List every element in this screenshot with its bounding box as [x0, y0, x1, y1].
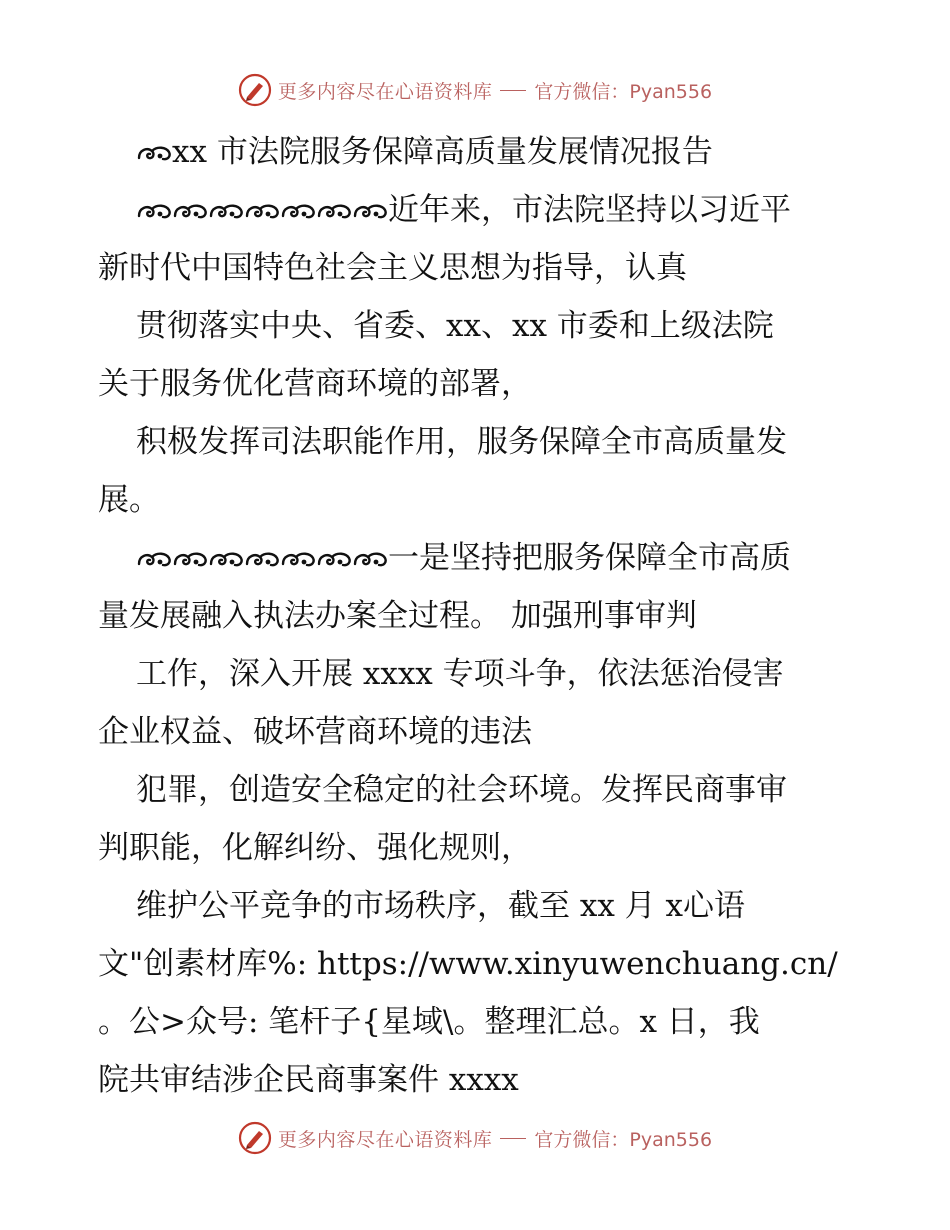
text-line [98, 993, 858, 1051]
ornament-icon [136, 200, 172, 222]
header-banner [0, 70, 950, 110]
line-text: 积极发挥司法职能作用，服务保障全市高质量发 [136, 424, 787, 460]
text-line [98, 181, 858, 239]
paragraph [98, 181, 858, 529]
ornament-icon [136, 548, 172, 570]
text-line [98, 297, 858, 355]
banner-text: 更多内容尽在心语资料库 [277, 1128, 493, 1151]
line-text: 关于服务优化营商环境的部署， [98, 366, 532, 402]
text-line [98, 239, 858, 297]
text-line [98, 877, 858, 935]
text-line [98, 761, 858, 819]
ornament-icon [244, 200, 280, 222]
ornament-icon [280, 200, 316, 222]
paragraph [98, 123, 858, 181]
document-body [98, 123, 858, 1109]
ornament-icon [280, 548, 316, 570]
ornament-icon [316, 548, 352, 570]
line-text: 企业权益、破坏营商环境的违法 [98, 714, 532, 750]
line-text: 近年来，市法院坚持以习近平 [388, 192, 791, 228]
text-line [98, 471, 858, 529]
ornament-icon [136, 142, 172, 164]
text-line [98, 355, 858, 413]
line-text: 量发展融入执法办案全过程。 加强刑事审判 [98, 598, 697, 634]
line-text: 院共审结涉企民商事案件 xxxx [98, 1062, 519, 1098]
banner-text: 更多内容尽在心语资料库 [277, 80, 493, 103]
text-line [98, 703, 858, 761]
banner-wechat: 官方微信：Pyan556 [534, 80, 713, 103]
line-text: 判职能，化解纠纷、强化规则， [98, 830, 532, 866]
ornament-icon [208, 200, 244, 222]
line-text: 文"创素材库%: https://www.xinyuwenchuang.cn/ [98, 946, 838, 982]
ornament-icon [208, 548, 244, 570]
line-text: 贯彻落实中央、省委、xx、xx 市委和上级法院 [136, 308, 774, 344]
footer-banner [0, 1118, 950, 1158]
ornament-icon [172, 548, 208, 570]
text-line [98, 1051, 858, 1109]
line-text: 犯罪，创造安全稳定的社会环境。发挥民商事审 [136, 772, 787, 808]
banner-dash [500, 1138, 526, 1139]
text-line [98, 123, 858, 181]
ornament-icon [172, 200, 208, 222]
line-text: 工作，深入开展 xxxx 专项斗争，依法惩治侵害 [136, 656, 784, 692]
text-line [98, 935, 858, 993]
pen-logo-icon [238, 73, 272, 107]
text-line [98, 587, 858, 645]
pen-logo-icon [238, 1121, 272, 1155]
ornament-icon [244, 548, 280, 570]
banner-wechat: 官方微信：Pyan556 [534, 1128, 713, 1151]
text-line [98, 645, 858, 703]
line-text: 展。 [98, 482, 160, 518]
line-text: 。公>众号: 笔杆子{星域\。整理汇总。x 日，我 [98, 1004, 760, 1040]
text-line [98, 529, 858, 587]
line-text: 维护公平竞争的市场秩序，截至 xx 月 x心语 [136, 888, 746, 924]
banner-dash [500, 90, 526, 91]
text-line [98, 413, 858, 471]
line-text: xx 市法院服务保障高质量发展情况报告 [172, 134, 713, 170]
line-text: 一是坚持把服务保障全市高质 [388, 540, 791, 576]
line-text: 新时代中国特色社会主义思想为指导，认真 [98, 250, 687, 286]
ornament-icon [352, 548, 388, 570]
text-line [98, 819, 858, 877]
ornament-icon [352, 200, 388, 222]
ornament-icon [316, 200, 352, 222]
paragraph [98, 529, 858, 1109]
